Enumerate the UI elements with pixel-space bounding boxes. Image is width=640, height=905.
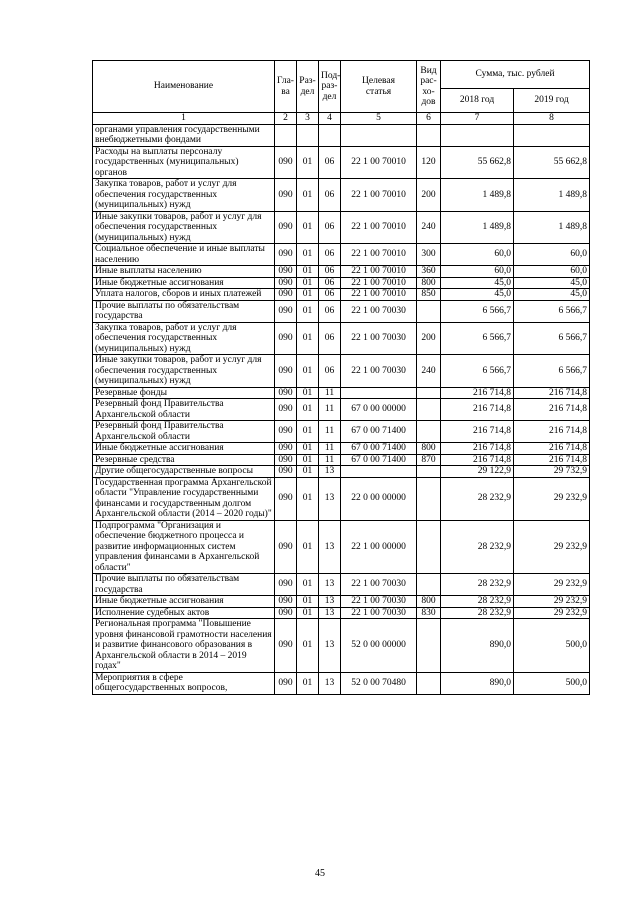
cell-sum-2019: 29 232,9 — [514, 607, 590, 619]
cell-chapter: 090 — [275, 672, 297, 694]
table-row — [93, 619, 590, 673]
table-row — [93, 146, 590, 179]
table-row — [93, 596, 590, 608]
cell-name: Прочие выплаты по обязательствам государства — [93, 574, 275, 596]
cell-chapter: 090 — [275, 607, 297, 619]
header-year-2018: 2018 год — [441, 89, 514, 113]
cell-name: Иные закупки товаров, работ и услуг для обеспечения государственных (муниципальных) нужд — [93, 211, 275, 244]
cell-name: Закупка товаров, работ и услуг для обеспечения государственных (муниципальных) нужд — [93, 322, 275, 355]
header-section: Раз- дел — [297, 61, 319, 113]
cell-subsection: 13 — [319, 477, 341, 520]
column-number: 6 — [417, 113, 441, 125]
cell-chapter: 090 — [275, 421, 297, 443]
cell-section: 01 — [297, 387, 319, 399]
table-row — [93, 124, 590, 146]
cell-section: 01 — [297, 300, 319, 322]
cell-sum-2018: 29 122,9 — [441, 466, 514, 478]
cell-chapter: 090 — [275, 355, 297, 388]
cell-name: Другие общегосударственные вопросы — [93, 466, 275, 478]
cell-name: Резервный фонд Правительства Архангельской области — [93, 399, 275, 421]
cell-subsection: 11 — [319, 399, 341, 421]
cell-sum-2018: 45,0 — [441, 277, 514, 289]
table-row — [93, 454, 590, 466]
cell-sum-2019: 45,0 — [514, 289, 590, 301]
cell-chapter: 090 — [275, 179, 297, 212]
cell-sum-2019: 6 566,7 — [514, 300, 590, 322]
cell-name: Иные закупки товаров, работ и услуг для обеспечения государственных (муниципальных) нужд — [93, 355, 275, 388]
header-target-article: Целевая статья — [341, 61, 417, 113]
cell-section: 01 — [297, 211, 319, 244]
cell-name: Иные бюджетные ассигнования — [93, 277, 275, 289]
cell-target-article: 22 1 00 70010 — [341, 211, 417, 244]
cell-name: Прочие выплаты по обязательствам государства — [93, 300, 275, 322]
cell-section: 01 — [297, 454, 319, 466]
cell-sum-2018: 216 714,8 — [441, 443, 514, 455]
cell-sum-2019: 55 662,8 — [514, 146, 590, 179]
cell-target-article: 22 1 00 70030 — [341, 322, 417, 355]
cell-section: 01 — [297, 277, 319, 289]
table-row — [93, 443, 590, 455]
cell-name: Мероприятия в сфере общегосударственных вопросов, — [93, 672, 275, 694]
cell-subsection: 06 — [319, 146, 341, 179]
cell-section: 01 — [297, 355, 319, 388]
cell-target-article: 22 1 00 70010 — [341, 277, 417, 289]
cell-sum-2019: 29 732,9 — [514, 466, 590, 478]
table-row — [93, 355, 590, 388]
cell-chapter: 090 — [275, 322, 297, 355]
cell-name: органами управления государственными внебюджетными фондами — [93, 124, 275, 146]
column-number: 5 — [341, 113, 417, 125]
cell-section: 01 — [297, 399, 319, 421]
cell-expense-type — [417, 574, 441, 596]
cell-section — [297, 124, 319, 146]
cell-subsection: 11 — [319, 421, 341, 443]
cell-sum-2019: 29 232,9 — [514, 477, 590, 520]
cell-subsection: 13 — [319, 607, 341, 619]
cell-expense-type — [417, 387, 441, 399]
cell-section: 01 — [297, 672, 319, 694]
cell-chapter: 090 — [275, 596, 297, 608]
cell-chapter: 090 — [275, 387, 297, 399]
cell-target-article: 22 1 00 70030 — [341, 574, 417, 596]
cell-name: Закупка товаров, работ и услуг для обеспечения государственных (муниципальных) нужд — [93, 179, 275, 212]
header-chapter: Гла- ва — [275, 61, 297, 113]
cell-section: 01 — [297, 244, 319, 266]
cell-target-article: 22 1 00 70030 — [341, 300, 417, 322]
cell-sum-2018: 6 566,7 — [441, 300, 514, 322]
cell-expense-type: 240 — [417, 355, 441, 388]
cell-chapter: 090 — [275, 477, 297, 520]
table-row — [93, 607, 590, 619]
cell-sum-2018: 28 232,9 — [441, 520, 514, 574]
cell-sum-2019: 6 566,7 — [514, 355, 590, 388]
cell-chapter: 090 — [275, 300, 297, 322]
column-number: 1 — [93, 113, 275, 125]
table-row — [93, 387, 590, 399]
cell-subsection: 13 — [319, 596, 341, 608]
cell-name: Иные бюджетные ассигнования — [93, 443, 275, 455]
cell-target-article: 22 1 00 70010 — [341, 289, 417, 301]
cell-sum-2019: 45,0 — [514, 277, 590, 289]
cell-target-article: 22 1 00 00000 — [341, 520, 417, 574]
cell-target-article: 22 1 00 70030 — [341, 355, 417, 388]
cell-sum-2019: 500,0 — [514, 619, 590, 673]
cell-target-article: 67 0 00 71400 — [341, 454, 417, 466]
cell-expense-type — [417, 421, 441, 443]
cell-expense-type: 830 — [417, 607, 441, 619]
cell-subsection: 06 — [319, 300, 341, 322]
table-row — [93, 477, 590, 520]
cell-sum-2019: 29 232,9 — [514, 596, 590, 608]
cell-subsection: 13 — [319, 520, 341, 574]
cell-chapter: 090 — [275, 244, 297, 266]
cell-section: 01 — [297, 520, 319, 574]
cell-subsection: 13 — [319, 574, 341, 596]
cell-expense-type — [417, 466, 441, 478]
cell-name: Иные выплаты населению — [93, 266, 275, 278]
cell-chapter: 090 — [275, 146, 297, 179]
cell-subsection: 06 — [319, 266, 341, 278]
cell-sum-2019: 216 714,8 — [514, 454, 590, 466]
cell-expense-type: 800 — [417, 277, 441, 289]
cell-target-article — [341, 387, 417, 399]
cell-sum-2018 — [441, 124, 514, 146]
cell-section: 01 — [297, 322, 319, 355]
cell-chapter — [275, 124, 297, 146]
cell-name: Социальное обеспечение и иные выплаты населению — [93, 244, 275, 266]
header-sum: Сумма, тыс. рублей — [441, 61, 590, 89]
cell-section: 01 — [297, 466, 319, 478]
cell-sum-2018: 28 232,9 — [441, 607, 514, 619]
cell-sum-2019: 500,0 — [514, 672, 590, 694]
cell-sum-2018: 1 489,8 — [441, 179, 514, 212]
cell-sum-2018: 28 232,9 — [441, 574, 514, 596]
table-row — [93, 421, 590, 443]
cell-name: Региональная программа "Повышение уровня финансовой грамотности населения и развитие финансового образования в Архангельской области в 2014 – 2019 годах" — [93, 619, 275, 673]
cell-expense-type — [417, 520, 441, 574]
cell-subsection: 06 — [319, 277, 341, 289]
cell-subsection: 06 — [319, 322, 341, 355]
cell-subsection: 06 — [319, 244, 341, 266]
header-subsection: Под- раз- дел — [319, 61, 341, 113]
column-number-row — [93, 113, 590, 125]
cell-section: 01 — [297, 146, 319, 179]
cell-sum-2018: 28 232,9 — [441, 596, 514, 608]
cell-section: 01 — [297, 266, 319, 278]
cell-target-article: 22 1 00 70030 — [341, 607, 417, 619]
cell-expense-type: 200 — [417, 179, 441, 212]
cell-section: 01 — [297, 443, 319, 455]
cell-subsection: 06 — [319, 355, 341, 388]
cell-sum-2019: 29 232,9 — [514, 520, 590, 574]
cell-target-article: 52 0 00 00000 — [341, 619, 417, 673]
cell-name: Уплата налогов, сборов и иных платежей — [93, 289, 275, 301]
cell-expense-type: 800 — [417, 443, 441, 455]
cell-target-article: 52 0 00 70480 — [341, 672, 417, 694]
cell-sum-2019: 6 566,7 — [514, 322, 590, 355]
column-number: 2 — [275, 113, 297, 125]
column-number: 7 — [441, 113, 514, 125]
cell-target-article: 22 1 00 70010 — [341, 146, 417, 179]
cell-expense-type — [417, 399, 441, 421]
cell-target-article: 22 0 00 00000 — [341, 477, 417, 520]
table-row — [93, 466, 590, 478]
table-row — [93, 277, 590, 289]
cell-expense-type: 360 — [417, 266, 441, 278]
cell-name: Исполнение судебных актов — [93, 607, 275, 619]
cell-sum-2019: 1 489,8 — [514, 211, 590, 244]
cell-target-article: 22 1 00 70010 — [341, 179, 417, 212]
cell-target-article — [341, 466, 417, 478]
cell-sum-2018: 6 566,7 — [441, 355, 514, 388]
cell-chapter: 090 — [275, 466, 297, 478]
table-row — [93, 520, 590, 574]
cell-sum-2018: 890,0 — [441, 619, 514, 673]
column-number: 3 — [297, 113, 319, 125]
table-row — [93, 574, 590, 596]
cell-subsection: 11 — [319, 387, 341, 399]
cell-subsection: 13 — [319, 619, 341, 673]
table-row — [93, 289, 590, 301]
cell-chapter: 090 — [275, 454, 297, 466]
cell-sum-2018: 45,0 — [441, 289, 514, 301]
cell-chapter: 090 — [275, 277, 297, 289]
table-row — [93, 244, 590, 266]
cell-target-article: 67 0 00 00000 — [341, 399, 417, 421]
cell-target-article: 22 1 00 70010 — [341, 266, 417, 278]
cell-name: Резервные фонды — [93, 387, 275, 399]
table-row — [93, 266, 590, 278]
cell-sum-2019: 216 714,8 — [514, 387, 590, 399]
cell-sum-2019: 216 714,8 — [514, 399, 590, 421]
cell-chapter: 090 — [275, 520, 297, 574]
cell-target-article: 22 1 00 70030 — [341, 596, 417, 608]
cell-target-article: 67 0 00 71400 — [341, 443, 417, 455]
cell-expense-type: 870 — [417, 454, 441, 466]
cell-section: 01 — [297, 179, 319, 212]
cell-sum-2019: 29 232,9 — [514, 574, 590, 596]
header-name: Наименование — [93, 61, 275, 113]
header-expense-type: Вид рас- хо- дов — [417, 61, 441, 113]
cell-section: 01 — [297, 596, 319, 608]
cell-sum-2018: 216 714,8 — [441, 421, 514, 443]
cell-section: 01 — [297, 607, 319, 619]
cell-sum-2019: 1 489,8 — [514, 179, 590, 212]
cell-chapter: 090 — [275, 289, 297, 301]
cell-subsection: 11 — [319, 443, 341, 455]
cell-sum-2018: 60,0 — [441, 244, 514, 266]
cell-target-article: 22 1 00 70010 — [341, 244, 417, 266]
cell-sum-2018: 890,0 — [441, 672, 514, 694]
cell-expense-type — [417, 619, 441, 673]
cell-expense-type: 300 — [417, 244, 441, 266]
header-year-2019: 2019 год — [514, 89, 590, 113]
cell-target-article: 67 0 00 71400 — [341, 421, 417, 443]
cell-name: Расходы на выплаты персоналу государственных (муниципальных) органов — [93, 146, 275, 179]
cell-subsection — [319, 124, 341, 146]
cell-sum-2018: 216 714,8 — [441, 387, 514, 399]
cell-expense-type: 800 — [417, 596, 441, 608]
cell-section: 01 — [297, 574, 319, 596]
cell-subsection: 13 — [319, 672, 341, 694]
table-row — [93, 179, 590, 212]
cell-expense-type — [417, 477, 441, 520]
table-row — [93, 300, 590, 322]
cell-name: Резервный фонд Правительства Архангельской области — [93, 421, 275, 443]
cell-sum-2019: 216 714,8 — [514, 421, 590, 443]
cell-sum-2018: 1 489,8 — [441, 211, 514, 244]
cell-expense-type — [417, 672, 441, 694]
column-number: 8 — [514, 113, 590, 125]
cell-sum-2018: 28 232,9 — [441, 477, 514, 520]
table-row — [93, 399, 590, 421]
table-row — [93, 322, 590, 355]
cell-sum-2018: 216 714,8 — [441, 454, 514, 466]
cell-expense-type: 200 — [417, 322, 441, 355]
cell-expense-type: 240 — [417, 211, 441, 244]
cell-subsection: 06 — [319, 179, 341, 212]
cell-sum-2018: 60,0 — [441, 266, 514, 278]
cell-chapter: 090 — [275, 399, 297, 421]
cell-expense-type: 120 — [417, 146, 441, 179]
cell-name: Иные бюджетные ассигнования — [93, 596, 275, 608]
page-number: 45 — [315, 868, 325, 879]
cell-chapter: 090 — [275, 443, 297, 455]
cell-section: 01 — [297, 421, 319, 443]
cell-sum-2018: 55 662,8 — [441, 146, 514, 179]
cell-name: Подпрограмма "Организация и обеспечение бюджетного процесса и развитие информационных систем управления финансами в Архангельской области" — [93, 520, 275, 574]
cell-subsection: 06 — [319, 211, 341, 244]
cell-expense-type — [417, 300, 441, 322]
cell-sum-2019: 216 714,8 — [514, 443, 590, 455]
budget-table — [92, 60, 590, 695]
cell-expense-type: 850 — [417, 289, 441, 301]
cell-section: 01 — [297, 619, 319, 673]
cell-sum-2019 — [514, 124, 590, 146]
cell-expense-type — [417, 124, 441, 146]
cell-section: 01 — [297, 477, 319, 520]
cell-chapter: 090 — [275, 266, 297, 278]
cell-subsection: 06 — [319, 289, 341, 301]
cell-subsection: 11 — [319, 454, 341, 466]
cell-target-article — [341, 124, 417, 146]
cell-section: 01 — [297, 289, 319, 301]
cell-chapter: 090 — [275, 619, 297, 673]
cell-chapter: 090 — [275, 574, 297, 596]
cell-sum-2019: 60,0 — [514, 244, 590, 266]
cell-sum-2018: 6 566,7 — [441, 322, 514, 355]
cell-subsection: 13 — [319, 466, 341, 478]
table-row — [93, 211, 590, 244]
cell-sum-2019: 60,0 — [514, 266, 590, 278]
cell-chapter: 090 — [275, 211, 297, 244]
cell-name: Резервные средства — [93, 454, 275, 466]
cell-name: Государственная программа Архангельской области "Управление государственными финансами и государственным долгом Архангельской области (2014 – 2020 годы)" — [93, 477, 275, 520]
column-number: 4 — [319, 113, 341, 125]
cell-sum-2018: 216 714,8 — [441, 399, 514, 421]
table-row — [93, 672, 590, 694]
